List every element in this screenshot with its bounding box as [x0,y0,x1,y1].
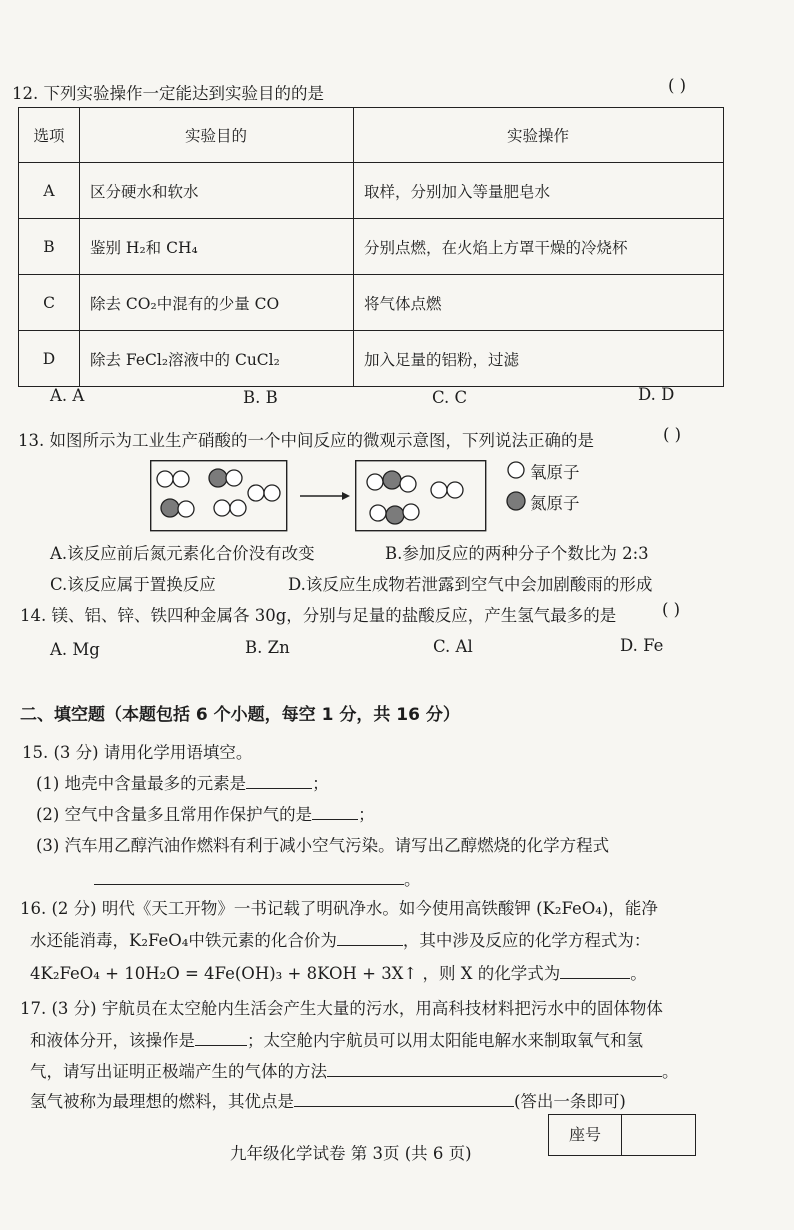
nitrogen-atom [386,506,404,524]
row-goal: 鉴别 H₂和 CH₄ [80,219,354,275]
seat-number-box [548,1114,696,1156]
q14-choice-c: C. Al [433,637,473,656]
answer-blank[interactable] [337,931,403,946]
section-title: 二、填空题（本题包括 6 个小题，每空 1 分，共 16 分） [20,705,460,725]
row-option: B [19,219,80,275]
nitrogen-atom [209,469,227,487]
oxygen-atom [226,470,242,486]
oxygen-atom [400,476,416,492]
oxygen-atom [447,482,463,498]
legend-nitrogen-label: 氮原子 [530,494,580,513]
oxygen-atom [230,500,246,516]
arrow-head [342,492,350,500]
seat-number-field[interactable] [622,1115,694,1155]
legend-oxygen-icon [508,462,524,478]
q15-part3: (3) 汽车用乙醇汽油作燃料有利于减小空气污染。请写出乙醇燃烧的化学方程式 [36,836,610,855]
header-option: 选项 [19,108,80,163]
answer-blank[interactable] [195,1031,247,1046]
q13-choice-b: B.参加反应的两种分子个数比为 2:3 [385,544,649,563]
q13-choice-c: C.该反应属于置换反应 [50,575,216,594]
q16-line1: 16. (2 分) 明代《天工开物》一书记载了明矾净水。如今使用高铁酸钾 (K₂FeO₄)，能净 [20,899,658,918]
legend-nitrogen-icon [507,492,525,510]
row-goal: 区分硬水和软水 [80,163,354,219]
oxygen-atom [403,504,419,520]
q16-line3-text: 4K₂FeO₄ + 10H₂O = 4Fe(OH)₃ + 8KOH + 3X↑ ，则 X 的化学式为 [30,964,561,983]
q12-stem: 12. 下列实验操作一定能达到实验目的的是 [12,84,324,103]
q12-choice-c: C. C [432,388,468,407]
q12-answer-paren: ( ) [668,76,687,95]
q14-choice-d: D. Fe [620,636,664,655]
oxygen-atom [157,471,173,487]
q17-line4-text: 氢气被称为最理想的燃料，其优点是 [30,1092,294,1111]
experiment-table [18,107,724,387]
q15-part1 [36,770,329,794]
header-goal: 实验目的 [80,108,354,163]
q17-line2 [30,1027,643,1051]
oxygen-atom [178,501,194,517]
q14-answer-paren: ( ) [662,600,681,619]
oxygen-atom [248,485,264,501]
q17-line4 [30,1088,626,1112]
row-option: C [19,275,80,331]
row-goal: 除去 FeCl₂溶液中的 CuCl₂ [80,331,354,387]
q12-choice-b: B. B [243,388,278,407]
q15-stem: 15. (3 分) 请用化学用语填空。 [22,743,253,762]
row-operation: 取样，分别加入等量肥皂水 [354,163,724,219]
q16-line2 [30,927,650,951]
q16-line3 [30,960,647,984]
legend-oxygen-label: 氧原子 [530,463,580,482]
q17-line2-end: ；太空舱内宇航员可以用太阳能电解水来制取氧气和氢 [247,1031,643,1050]
q14-choice-b: B. Zn [245,638,290,657]
q12-choice-d: D. D [638,385,675,404]
q16-line2-end: ，其中涉及反应的化学方程式为： [402,931,651,950]
oxygen-atom [173,471,189,487]
q15-part3-answer [94,866,421,890]
q14-stem: 14. 镁、铝、锌、铁四种金属各 30g，分别与足量的盐酸反应，产生氢气最多的是 [20,606,617,625]
q15-part3-end: 。 [404,870,421,889]
oxygen-atom [431,482,447,498]
oxygen-atom [367,474,383,490]
q15-part1-end: ； [312,774,329,793]
q15-part2 [36,801,375,825]
answer-blank[interactable] [312,805,358,820]
q16-line3-end: 。 [630,964,647,983]
table-row [19,163,724,219]
seat-number-label: 座号 [549,1115,622,1155]
row-goal: 除去 CO₂中混有的少量 CO [80,275,354,331]
q17-line2-text: 和液体分开，该操作是 [30,1031,195,1050]
q17-line3 [30,1058,679,1082]
row-operation: 分别点燃，在火焰上方罩干燥的冷烧杯 [354,219,724,275]
row-operation: 加入足量的铝粉，过滤 [354,331,724,387]
page-footer: 九年级化学试卷 第 3页 (共 6 页) [230,1144,472,1163]
q12-choice-a: A. A [50,386,85,405]
header-operation: 实验操作 [354,108,724,163]
table-row [19,275,724,331]
q15-part2-text: (2) 空气中含量多且常用作保护气的是 [36,805,313,824]
oxygen-atom [264,485,280,501]
q13-stem: 13. 如图所示为工业生产硝酸的一个中间反应的微观示意图，下列说法正确的是 [18,431,594,450]
oxygen-atom [370,505,386,521]
answer-blank[interactable] [94,870,404,885]
nitrogen-atom [383,471,401,489]
oxygen-atom [214,500,230,516]
q13-choice-d: D.该反应生成物若泄露到空气中会加剧酸雨的形成 [288,575,653,594]
q17-line3-text: 气，请写出证明正极端产生的气体的方法 [30,1062,327,1081]
q13-choice-a: A.该反应前后氮元素化合价没有改变 [50,544,315,563]
table-header-row [19,108,724,163]
answer-blank[interactable] [560,964,630,979]
q17-line4-end: (答出一条即可) [514,1092,626,1111]
table-row [19,219,724,275]
answer-blank[interactable] [246,774,312,789]
row-option: A [19,163,80,219]
answer-blank[interactable] [327,1062,662,1077]
q17-line3-end: 。 [662,1062,679,1081]
row-option: D [19,331,80,387]
table-row [19,331,724,387]
q17-line1: 17. (3 分) 宇航员在太空舱内生活会产生大量的污水，用高科技材料把污水中的固体物体 [20,999,663,1018]
row-operation: 将气体点燃 [354,275,724,331]
q15-part2-end: ； [358,805,375,824]
answer-blank[interactable] [294,1092,514,1107]
q15-part1-text: (1) 地壳中含量最多的元素是 [36,774,247,793]
nitrogen-atom [161,499,179,517]
q16-line2-text: 水还能消毒，K₂FeO₄中铁元素的化合价为 [30,931,337,950]
q14-choice-a: A. Mg [50,640,100,659]
q13-answer-paren: ( ) [663,425,682,444]
